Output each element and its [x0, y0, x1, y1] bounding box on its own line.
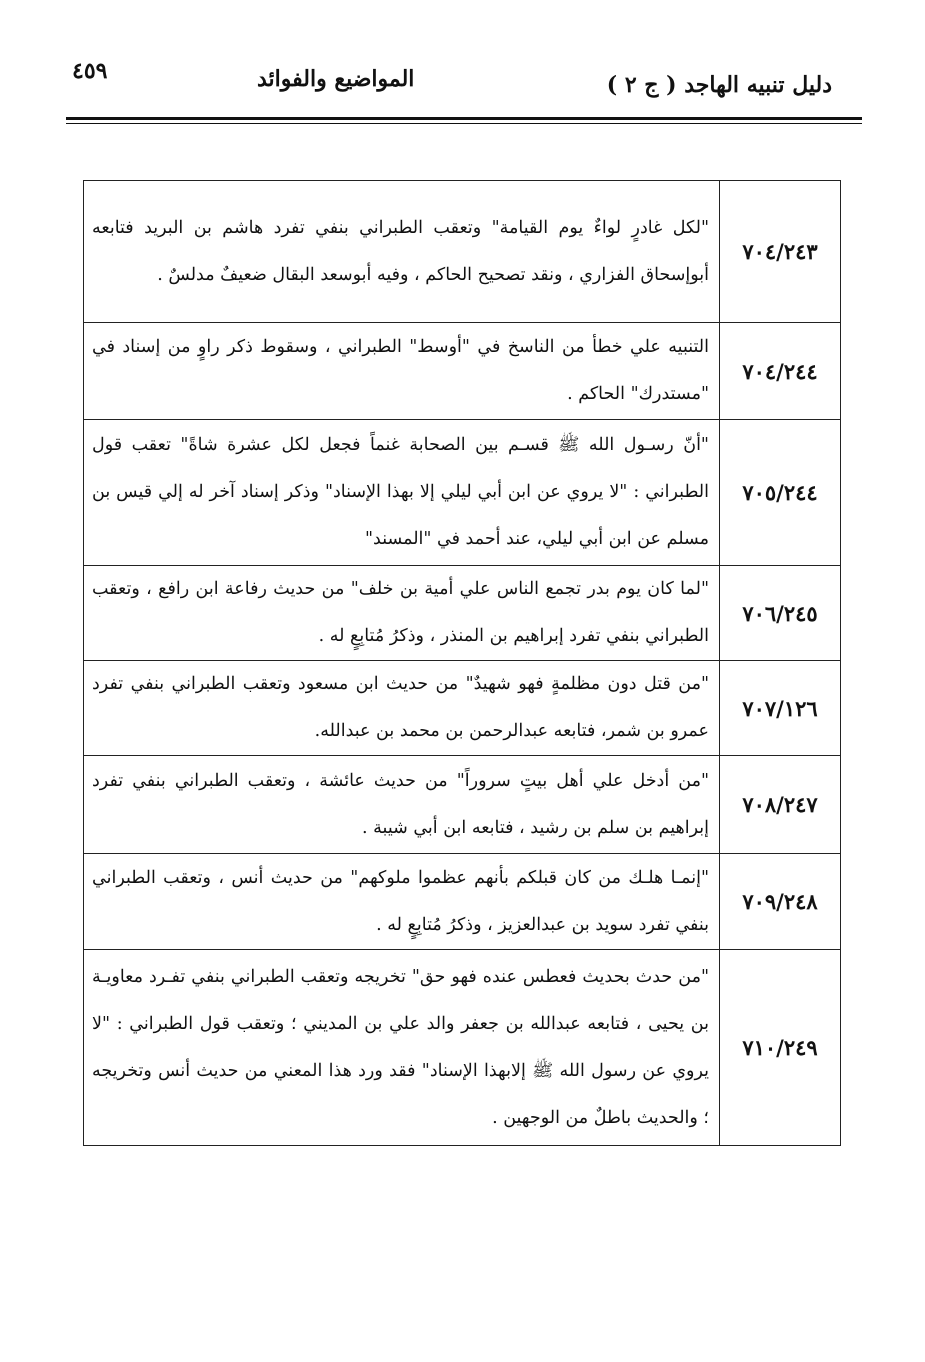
- entry-text: "أنّ رسـول الله ﷺ قسـم بين الصحابة غنماً فجعل لكل عشرة شاةً" تعقب قول الطبراني : "لا يروي عن ابن أبي ليلي إلا بهذا الإسناد" وذكر إسناد آخر له إلي قيس بن مسلم عن ابن أبي ليلي، عند أحمد في "المسند": [84, 420, 720, 566]
- entry-reference: ٧٠٩/٢٤٨: [720, 854, 841, 950]
- entry-reference: ٧٠٥/٢٤٤: [720, 420, 841, 566]
- table-row: [84, 756, 841, 854]
- table-row: [84, 566, 841, 661]
- table-row: [84, 950, 841, 1146]
- table-row: [84, 854, 841, 950]
- entry-reference: ٧٠٧/١٢٦: [720, 661, 841, 756]
- table-row: [84, 323, 841, 420]
- book-title: دليل تنبيه الهاجد ( ج ٢ ): [606, 72, 832, 98]
- entry-text: التنبيه علي خطأ من الناسخ في "أوسط" الطبراني ، وسقوط ذكر راوٍ من إسناد في "مستدرك" الحاكم .: [84, 323, 720, 420]
- entry-text: "من قتل دون مظلمةٍ فهو شهيدٌ" من حديث ابن مسعود وتعقب الطبراني بنفي تفرد عمرو بن شمر، فتابعه عبدالرحمن بن محمد بن عبدالله.: [84, 661, 720, 756]
- table-row: [84, 181, 841, 323]
- table-row: [84, 420, 841, 566]
- entry-text: "لما كان يوم بدر تجمع الناس علي أمية بن خلف" من حديث رفاعة ابن رافع ، وتعقب الطبراني بنفي تفرد إبراهيم بن المنذر ، وذكرُ مُتابِعٍ له .: [84, 566, 720, 661]
- section-title: المواضيع والفوائد: [257, 66, 415, 92]
- header-rule-thin: [66, 123, 862, 124]
- entry-reference: ٧١٠/٢٤٩: [720, 950, 841, 1146]
- entry-text: "من حدث بحديث فعطس عنده فهو حق" تخريجه وتعقب الطبراني بنفي تفـرد معاويـة بن يحيى ، فتابعه عبدالله بن جعفر والد علي بن المديني ؛ وتعقب قول الطبراني : "لا يروي عن رسول الله ﷺ إلابهذا الإسناد" فقد ورد هذا المعني من حديث أنس وتخريجه ؛ والحديث باطلٌ من الوجهين .: [84, 950, 720, 1146]
- entry-reference: ٧٠٨/٢٤٧: [720, 756, 841, 854]
- entry-reference: ٧٠٤/٢٤٤: [720, 323, 841, 420]
- index-table: [83, 180, 841, 1146]
- entry-reference: ٧٠٦/٢٤٥: [720, 566, 841, 661]
- entry-text: "إنمـا هلـك من كان قبلكم بأنهم عظموا ملوكهم" من حديث أنس ، وتعقب الطبراني بنفي تفرد سويد بن عبدالعزيز ، وذكرُ مُتابِعٍ له .: [84, 854, 720, 950]
- entry-text: "لكل غادرٍ لواءٌ يوم القيامة" وتعقب الطبراني بنفي تفرد هاشم بن البريد فتابعه أبوإسحاق الفزاري ، ونقد تصحيح الحاكم ، وفيه أبوسعد البقال ضعيفٌ مدلسٌ .: [84, 181, 720, 323]
- page-header: [62, 58, 862, 108]
- table-row: [84, 661, 841, 756]
- page-number: ٤٥٩: [72, 58, 108, 84]
- entry-reference: ٧٠٤/٢٤٣: [720, 181, 841, 323]
- entry-text: "من أدخل علي أهل بيتٍ سروراً" من حديث عائشة ، وتعقب الطبراني بنفي تفرد إبراهيم بن سلم بن رشيد ، فتابعه ابن أبي شيبة .: [84, 756, 720, 854]
- header-rule-thick: [66, 117, 862, 120]
